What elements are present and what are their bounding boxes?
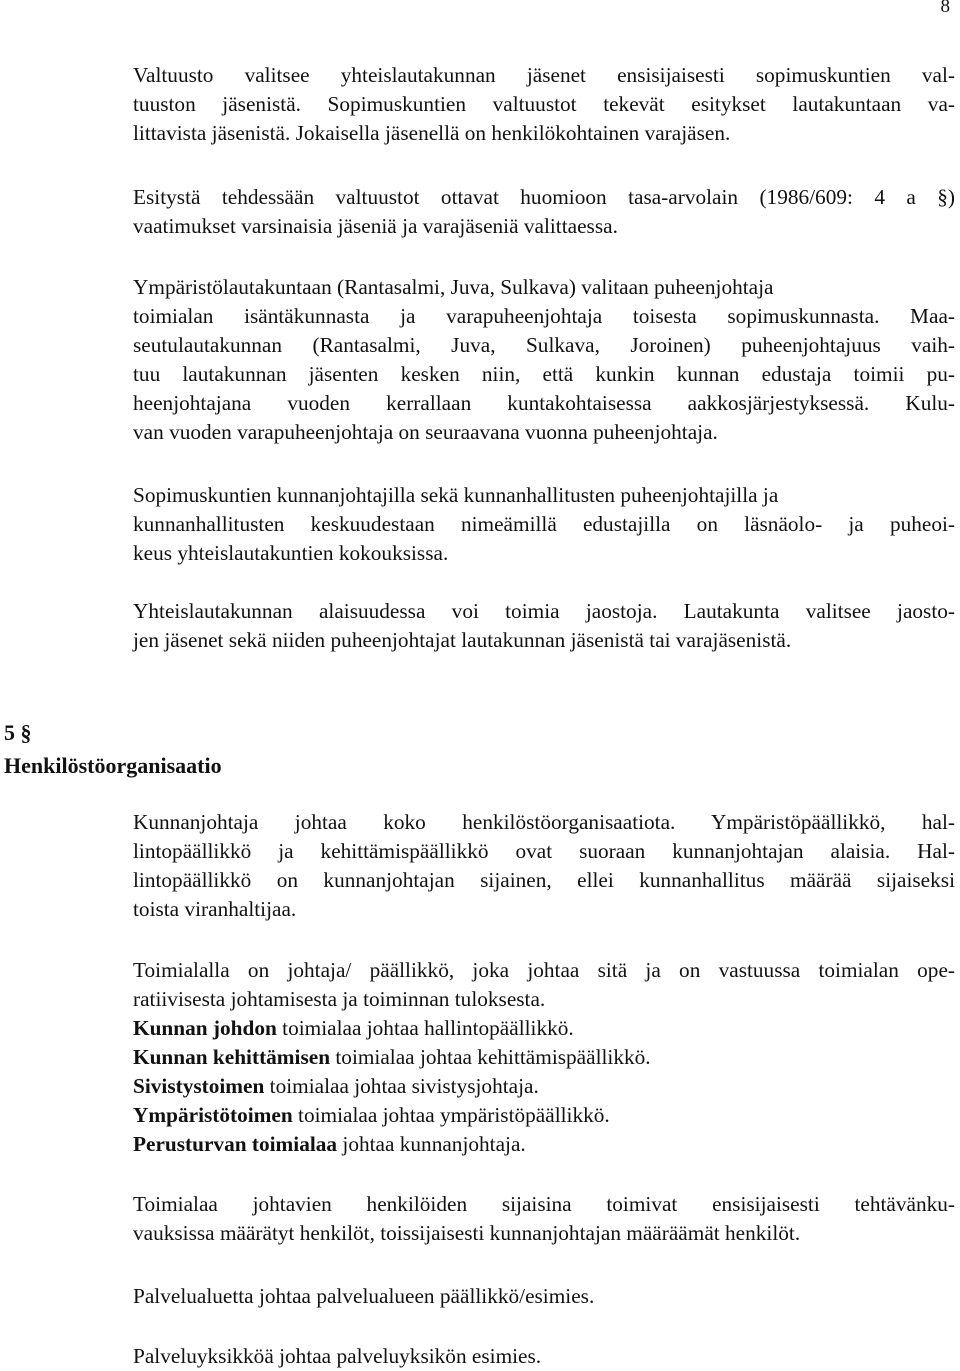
section-title: Henkilöstöorganisaatio (4, 753, 222, 778)
toimiala-name: Ympäristötoimen (133, 1103, 293, 1127)
paragraph-ymparistolautakunta (133, 273, 955, 447)
toimiala-text: toimialaa johtaa ympäristöpäällikkö. (292, 1103, 610, 1127)
text-line: vauksissa määrätyt henkilöt, toissijaisesti kunnanjohtajan määräämät henkilöt. (133, 1221, 801, 1245)
text-line: lintopäällikkö ja kehittämispäällikkö ovat suoraan kunnanjohtajan alaisia. Hal- (133, 839, 955, 863)
paragraph-sijaiset (133, 1190, 955, 1248)
text-line: lintopäällikkö on kunnanjohtajan sijainen, ellei kunnanhallitus määrää sijaiseksi (133, 868, 955, 892)
section-heading (4, 716, 222, 782)
text-line: Palveluyksikköä johtaa palveluyksikön esimies. (133, 1344, 542, 1368)
text-line: toista viranhaltijaa. (133, 897, 297, 921)
text-line: kunnanhallitusten keskuudestaan nimeämillä edustajilla on läsnäolo- ja puheoi- (133, 512, 955, 536)
text-line: heenjohtajana vuoden kerrallaan kuntakohtaisessa aakkosjärjestyksessä. Kulu- (133, 391, 955, 415)
toimiala-line-sivistystoimi (133, 1072, 955, 1101)
paragraph-esitysta (133, 183, 955, 241)
text-line: Ympäristölautakuntaan (Rantasalmi, Juva, Sulkava) valitaan puheenjohtaja (133, 275, 774, 299)
toimiala-text: toimialaa johtaa sivistysjohtaja. (264, 1074, 539, 1098)
toimiala-text: toimialaa johtaa kehittämispäällikkö. (330, 1045, 651, 1069)
text-line: tuuston jäsenistä. Sopimuskuntien valtuustot tekevät esitykset lautakuntaan va- (133, 92, 955, 116)
toimiala-name: Sivistystoimen (133, 1074, 265, 1098)
toimiala-name: Kunnan johdon (133, 1016, 277, 1040)
paragraph-palvelualue (133, 1282, 955, 1311)
text-line: Esitystä tehdessään valtuustot ottavat huomioon tasa-arvolain (1986/609: 4 a §) (133, 185, 955, 209)
text-line: ratiivisesta johtamisesta ja toiminnan tuloksesta. (133, 987, 546, 1011)
text-line: jen jäsenet sekä niiden puheenjohtajat lautakunnan jäsenistä tai varajäsenistä. (133, 628, 792, 652)
paragraph-jaostot (133, 597, 955, 655)
toimiala-line-kehittaminen (133, 1043, 955, 1072)
text-line: littavista jäsenistä. Jokaisella jäsenellä on henkilökohtainen varajäsen. (133, 121, 731, 145)
page-number: 8 (940, 0, 950, 17)
text-line: keus yhteislautakuntien kokouksissa. (133, 541, 449, 565)
text-line: Toimialaa johtavien henkilöiden sijaisina toimivat ensisijaisesti tehtävänku- (133, 1192, 955, 1216)
text-line: Sopimuskuntien kunnanjohtajilla sekä kunnanhallitusten puheenjohtajilla ja (133, 483, 779, 507)
text-line: Toimialalla on johtaja/ päällikkö, joka johtaa sitä ja on vastuussa toimialan ope- (133, 958, 955, 982)
toimiala-line-perusturva (133, 1130, 955, 1159)
text-line: van vuoden varapuheenjohtaja on seuraavana vuonna puheenjohtaja. (133, 420, 718, 444)
text-line: Yhteislautakunnan alaisuudessa voi toimia jaostoja. Lautakunta valitsee jaosto- (133, 599, 955, 623)
toimiala-name: Kunnan kehittämisen (133, 1045, 331, 1069)
toimiala-line-kunnan-johto (133, 1014, 955, 1043)
toimiala-text: johtaa kunnanjohtaja. (337, 1132, 526, 1156)
text-line: Palvelualuetta johtaa palvelualueen päällikkö/esimies. (133, 1284, 595, 1308)
toimiala-text: toimialaa johtaa hallintopäällikkö. (276, 1016, 574, 1040)
paragraph-palveluyksikko (133, 1342, 955, 1371)
toimiala-name: Perusturvan toimialaa (133, 1132, 338, 1156)
paragraph-toimiala (133, 956, 955, 1159)
text-line: Kunnanjohtaja johtaa koko henkilöstöorganisaatiota. Ympäristöpäällikkö, hal- (133, 810, 955, 834)
text-line: seutulautakunnan (Rantasalmi, Juva, Sulkava, Joroinen) puheenjohtajuus vaih- (133, 333, 955, 357)
text-line: Valtuusto valitsee yhteislautakunnan jäsenet ensisijaisesti sopimuskuntien val- (133, 63, 955, 87)
text-line: toimialan isäntäkunnasta ja varapuheenjohtaja toisesta sopimuskunnasta. Maa- (133, 304, 955, 328)
paragraph-valtuusto (133, 61, 955, 148)
paragraph-sopimuskuntien (133, 481, 955, 568)
text-line: tuu lautakunnan jäsenten kesken niin, että kunkin kunnan edustaja toimii pu- (133, 362, 955, 386)
section-number: 5 § (4, 720, 32, 745)
paragraph-kunnanjohtaja (133, 808, 955, 924)
toimiala-line-ymparistotoimi (133, 1101, 955, 1130)
text-line: vaatimukset varsinaisia jäseniä ja varajäseniä valittaessa. (133, 214, 618, 238)
